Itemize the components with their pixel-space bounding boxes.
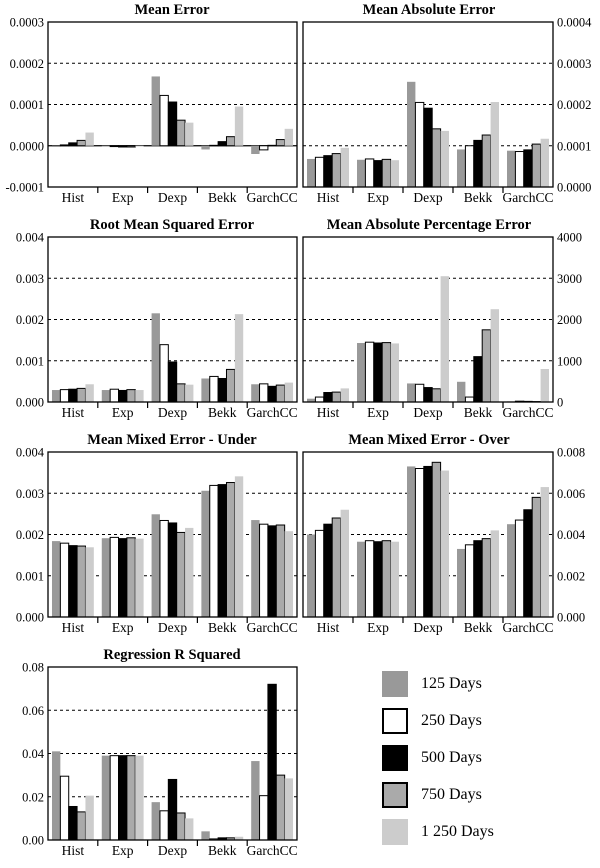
svg-text:0.0002: 0.0002 (9, 56, 44, 71)
svg-text:4000: 4000 (557, 230, 582, 245)
legend-swatch-1250-days (382, 819, 408, 845)
svg-text:Dexp: Dexp (157, 620, 188, 635)
chart-mean-absolute-percentage-error (300, 215, 600, 430)
svg-text:Hist: Hist (61, 620, 85, 635)
svg-text:0.06: 0.06 (22, 703, 44, 718)
svg-text:0.003: 0.003 (15, 271, 44, 286)
chart-title: Mean Absolute Error (362, 2, 496, 18)
mean-absolute-error-plot (300, 0, 600, 215)
svg-text:0.004: 0.004 (557, 528, 586, 542)
chart-mean-mixed-error-over (300, 430, 600, 645)
svg-text:Exp: Exp (367, 190, 389, 205)
mean-mixed-error-over-plot (300, 430, 600, 645)
svg-text:3000: 3000 (557, 271, 582, 286)
svg-text:0: 0 (557, 395, 564, 410)
root-mean-squared-error-plot (0, 215, 300, 430)
legend-label: 500 Days (421, 748, 482, 766)
svg-text:0.0003: 0.0003 (9, 15, 44, 30)
svg-text:0.0001: 0.0001 (557, 139, 592, 154)
svg-text:GarchCC: GarchCC (502, 405, 554, 420)
legend (300, 645, 600, 868)
svg-text:Bekk: Bekk (208, 843, 237, 858)
regression-r-squared-plot (0, 645, 300, 868)
svg-text:0.004: 0.004 (15, 230, 44, 245)
legend-item (382, 781, 600, 808)
svg-text:GarchCC: GarchCC (246, 843, 298, 858)
svg-text:GarchCC: GarchCC (246, 190, 298, 205)
svg-text:Dexp: Dexp (157, 843, 188, 858)
svg-text:0.000: 0.000 (557, 610, 586, 625)
svg-text:0.004: 0.004 (15, 445, 44, 460)
svg-text:GarchCC: GarchCC (246, 620, 298, 635)
svg-text:0.003: 0.003 (15, 486, 44, 501)
chart-title: Mean Mixed Error - Over (348, 432, 510, 448)
svg-text:Bekk: Bekk (463, 620, 493, 635)
chart-title: Mean Error (134, 2, 210, 18)
svg-text:Exp: Exp (111, 843, 134, 858)
legend-item (382, 670, 600, 697)
svg-text:0.000: 0.000 (15, 610, 44, 625)
svg-text:0.00: 0.00 (22, 833, 44, 848)
chart-mean-mixed-error-under (0, 430, 300, 645)
svg-text:Hist: Hist (61, 843, 85, 858)
svg-text:Bekk: Bekk (208, 620, 237, 635)
chart-title: Mean Mixed Error - Under (87, 432, 257, 448)
svg-text:Hist: Hist (316, 190, 340, 205)
legend-swatch-750-days (382, 782, 408, 808)
svg-text:0.0000: 0.0000 (9, 139, 44, 154)
svg-text:Hist: Hist (316, 405, 340, 420)
svg-text:0.0003: 0.0003 (557, 56, 592, 71)
svg-text:-0.0001: -0.0001 (5, 180, 44, 195)
svg-text:Exp: Exp (111, 190, 134, 205)
chart-title: Regression R Squared (103, 647, 241, 663)
legend-swatch-500-days (382, 745, 408, 771)
svg-text:0.02: 0.02 (22, 790, 44, 805)
svg-text:0.002: 0.002 (15, 528, 44, 542)
svg-text:Dexp: Dexp (413, 405, 443, 420)
chart-title: Mean Absolute Percentage Error (326, 217, 532, 233)
svg-text:Dexp: Dexp (413, 620, 443, 635)
svg-text:1000: 1000 (557, 354, 582, 369)
legend-label: 750 Days (421, 785, 482, 803)
chart-regression-r-squared (0, 645, 300, 868)
svg-text:0.0004: 0.0004 (557, 15, 592, 30)
mean-mixed-error-under-plot (0, 430, 300, 645)
svg-text:0.006: 0.006 (557, 486, 586, 501)
svg-text:2000: 2000 (557, 313, 582, 327)
svg-text:Exp: Exp (367, 620, 389, 635)
legend-label: 250 Days (421, 711, 482, 729)
svg-text:Exp: Exp (111, 405, 134, 420)
svg-text:0.04: 0.04 (22, 747, 44, 761)
mean-error-plot (0, 0, 300, 215)
svg-text:0.002: 0.002 (15, 313, 44, 327)
svg-text:0.0001: 0.0001 (9, 98, 44, 112)
legend-swatch-250-days (382, 708, 408, 734)
svg-text:Hist: Hist (61, 405, 85, 420)
mean-absolute-percentage-error-plot (300, 215, 600, 430)
svg-text:Dexp: Dexp (157, 190, 188, 205)
svg-text:Dexp: Dexp (157, 405, 188, 420)
svg-text:0.0002: 0.0002 (557, 98, 592, 112)
svg-text:0.08: 0.08 (22, 660, 44, 675)
legend-swatch-125-days (382, 671, 408, 697)
svg-text:Exp: Exp (367, 405, 389, 420)
svg-text:Hist: Hist (61, 190, 85, 205)
svg-text:0.008: 0.008 (557, 445, 586, 460)
legend-label: 1 250 Days (421, 822, 494, 840)
svg-text:Dexp: Dexp (413, 190, 443, 205)
chart-title: Root Mean Squared Error (89, 217, 255, 233)
svg-text:Exp: Exp (111, 620, 134, 635)
svg-text:GarchCC: GarchCC (502, 190, 554, 205)
svg-text:0.001: 0.001 (15, 569, 44, 584)
svg-text:Bekk: Bekk (208, 405, 237, 420)
svg-text:0.002: 0.002 (557, 569, 586, 584)
svg-text:0.0000: 0.0000 (557, 180, 592, 195)
legend-label: 125 Days (421, 674, 482, 692)
svg-text:GarchCC: GarchCC (502, 620, 554, 635)
legend-item (382, 818, 600, 845)
legend-item (382, 744, 600, 771)
svg-text:Hist: Hist (316, 620, 340, 635)
svg-text:Bekk: Bekk (463, 405, 493, 420)
svg-text:Bekk: Bekk (208, 190, 237, 205)
svg-text:0.000: 0.000 (15, 395, 44, 410)
chart-mean-error (0, 0, 300, 215)
legend-item (382, 707, 600, 734)
chart-root-mean-squared-error (0, 215, 300, 430)
svg-text:0.001: 0.001 (15, 354, 44, 369)
chart-mean-absolute-error (300, 0, 600, 215)
svg-text:GarchCC: GarchCC (246, 405, 298, 420)
svg-text:Bekk: Bekk (463, 190, 493, 205)
